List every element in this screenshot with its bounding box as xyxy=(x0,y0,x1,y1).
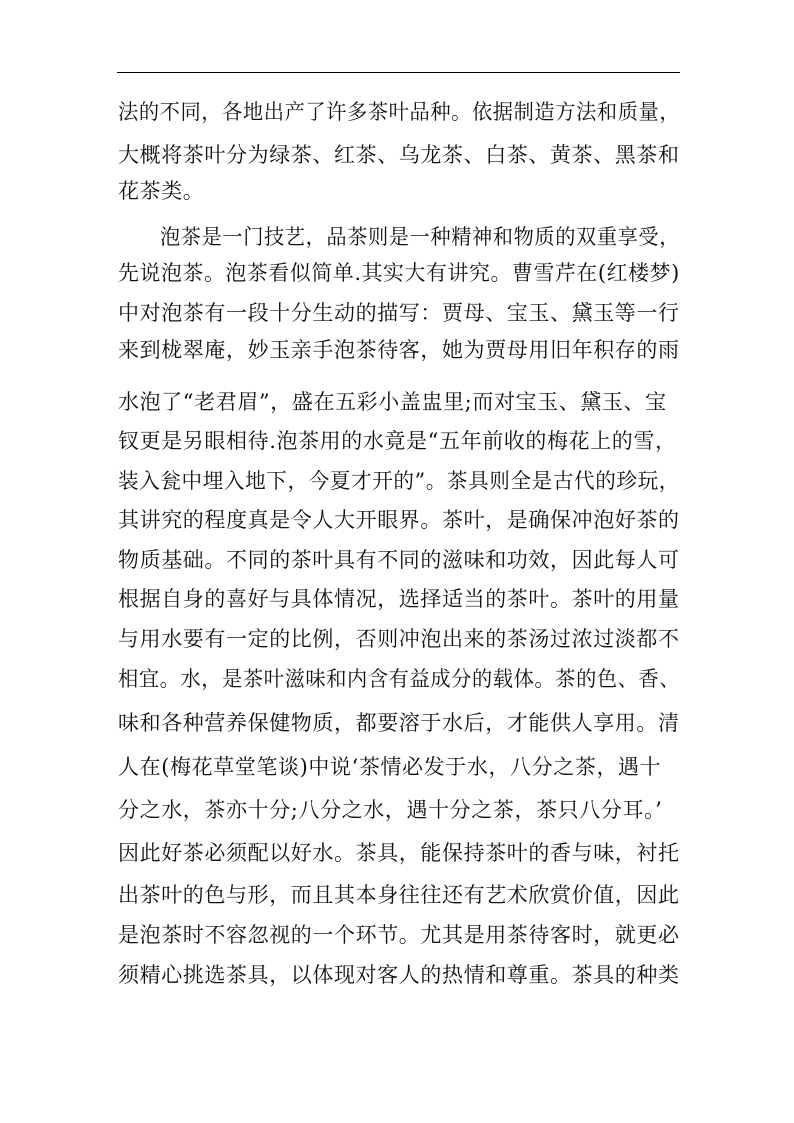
text-line: 因此好茶必须配以好水。茶具，能保持茶叶的香与味，衬托 xyxy=(118,841,680,865)
text-line: 中对泡茶有一段十分生动的描写：贾母、宝玉、黛玉等一行 xyxy=(118,301,680,325)
text-line: 人在(梅花草堂笔谈)中说‘茶情必发于水，八分之茶，遇十 xyxy=(118,755,662,779)
text-line: 与用水要有一定的比例，否则冲泡出来的茶汤过浓过淡都不 xyxy=(118,627,680,651)
text-line: 其讲究的程度真是令人大开眼界。茶叶，是确保冲泡好茶的 xyxy=(118,508,680,532)
text-line: 先说泡茶。泡茶看似简单.其实大有讲究。曹雪芹在(红楼梦) xyxy=(118,261,680,285)
text-line: 装入瓮中埋入地下，今夏才开的”。茶具则全是古代的珍玩， xyxy=(118,469,680,493)
text-line: 味和各种营养保健物质，都要溶于水后，才能供人享用。清 xyxy=(118,711,680,735)
header-rule xyxy=(117,72,680,73)
text-line: 法的不同，各地出产了许多茶叶品种。依据制造方法和质量， xyxy=(118,100,681,124)
text-line: 是泡茶时不容忽视的一个环节。尤其是用茶待客时，就更必 xyxy=(118,923,680,947)
text-line: 出茶叶的色与形，而且其本身往往还有艺术欣赏价值，因此 xyxy=(118,883,680,907)
paragraph-first-line: 泡茶是一门技艺，品茶则是一种精神和物质的双重享受， xyxy=(160,225,680,249)
text-line: 须精心挑选茶具，以体现对客人的热情和尊重。茶具的种类 xyxy=(118,963,680,987)
text-line: 花茶类。 xyxy=(118,179,205,203)
text-line: 分之水，茶亦十分;八分之水，遇十分之茶，茶只八分耳。’ xyxy=(118,798,663,822)
text-line: 根据自身的喜好与具体情况，选择适当的茶叶。茶叶的用量 xyxy=(118,587,680,611)
text-line: 水泡了“老君眉”，盛在五彩小盖盅里;而对宝玉、黛玉、宝 xyxy=(118,390,667,414)
text-line: 相宜。水，是茶叶滋味和内含有益成分的载体。茶的色、香、 xyxy=(118,667,681,691)
text-line: 物质基础。不同的茶叶具有不同的滋味和功效，因此每人可 xyxy=(118,548,680,572)
text-line: 来到栊翠庵，妙玉亲手泡茶待客，她为贾母用旧年积存的雨 xyxy=(118,338,680,362)
text-line: 钗更是另眼相待.泡茶用的水竟是“五年前收的梅花上的雪， xyxy=(118,429,677,453)
text-line: 大概将茶叶分为绿茶、红茶、乌龙茶、白茶、黄茶、黑茶和 xyxy=(118,143,680,167)
